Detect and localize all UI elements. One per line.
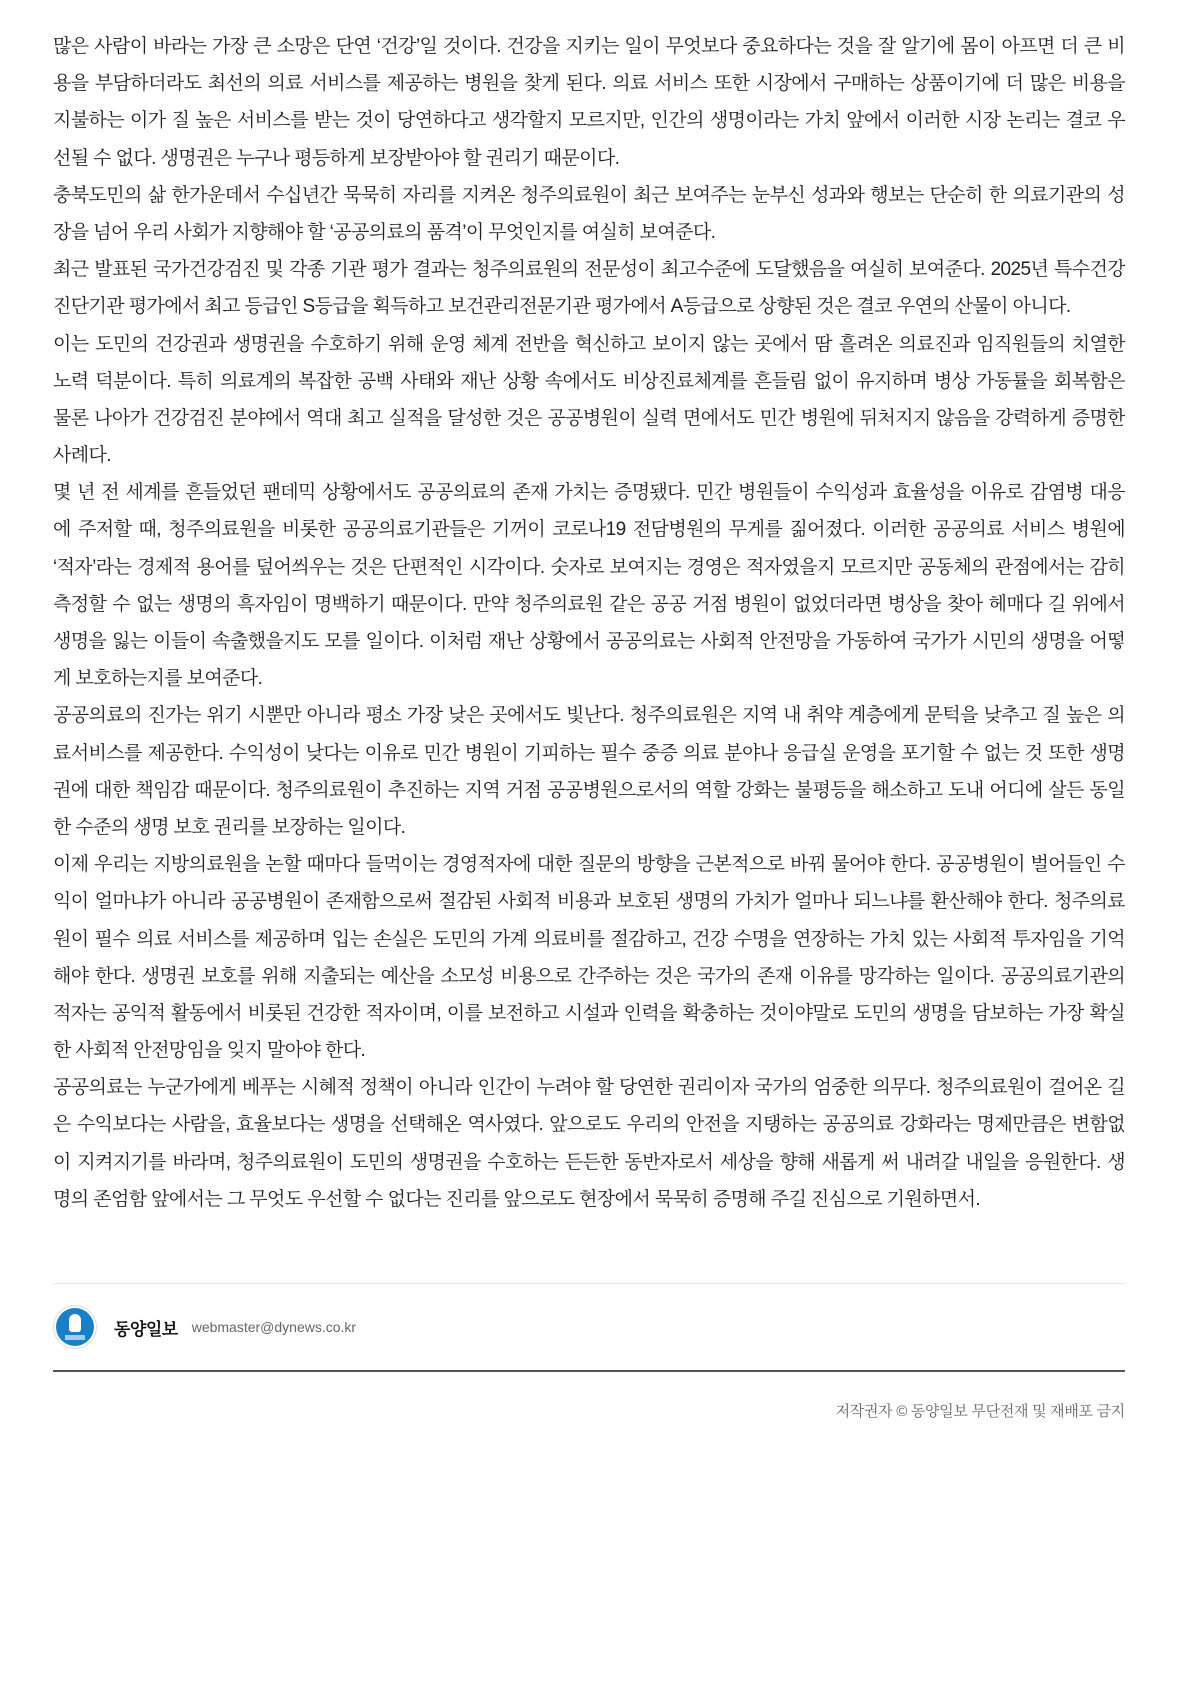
- paragraph-line: 몇 년 전 세계를 흔들었던 팬데믹 상황에서도 공공의료의 존재 가치는 증명됐다. 민간 병원들이 수익성과 효율성을 이유로 감염병 대응: [53, 482, 1125, 504]
- article-paragraph: [53, 1069, 1125, 1218]
- paragraph-line: 이는 도민의 건강권과 생명권을 수호하기 위해 운영 체계 전반을 혁신하고 보이지 않는 곳에서 땀 흘려온 의료진과 임직원들의 치열한: [53, 333, 1125, 355]
- article-paragraph: [53, 177, 1125, 251]
- paragraph-line: 지불하는 이가 질 높은 서비스를 받는 것이 당연하다고 생각할지 모르지만, 인간의 생명이라는 가치 앞에서 이러한 시장 논리는 결코 우: [53, 110, 1125, 132]
- article-paragraph: [53, 846, 1125, 1069]
- paragraph-line: 많은 사람이 바라는 가장 큰 소망은 단연 ‘건강’일 것이다. 건강을 지키는 일이 무엇보다 중요하다는 것을 잘 알기에 몸이 아프면 더 큰 비: [53, 36, 1125, 57]
- paragraph-line: 해야 한다. 생명권 보호를 위해 지출되는 예산을 소모성 비용으로 간주하는 것은 국가의 존재 이유를 망각하는 일이다. 공공의료기관의: [53, 965, 1125, 987]
- divider: [53, 1283, 1125, 1284]
- article-body: [53, 28, 1125, 1218]
- paragraph-line: 이 지켜지기를 바라며, 청주의료원이 도민의 생명권을 수호하는 든든한 동반자로서 세상을 향해 새롭게 써 내려갈 내일을 응원한다. 생: [53, 1151, 1125, 1173]
- paragraph-line: 측정할 수 없는 생명의 흑자임이 명백하기 때문이다. 만약 청주의료원 같은 공공 거점 병원이 없었더라면 병상을 찾아 헤매다 길 위에서: [53, 593, 1125, 615]
- paragraph-line: 게 보호하는지를 보여준다.: [53, 668, 263, 690]
- paragraph-line: 용을 부담하더라도 최선의 의료 서비스를 제공하는 병원을 찾게 된다. 의료 서비스 또한 시장에서 구매하는 상품이기에 더 많은 비용을: [53, 73, 1125, 95]
- paragraph-line: 은 수익보다는 사람을, 효율보다는 생명을 선택해온 역사였다. 앞으로도 우리의 안전을 지탱하는 공공의료 강화라는 명제만큼은 변함없: [53, 1114, 1125, 1136]
- publisher-logo: [53, 1305, 97, 1349]
- paragraph-line: 적자는 공익적 활동에서 비롯된 건강한 적자이며, 이를 보전하고 시설과 인력을 확충하는 것이야말로 도민의 생명을 담보하는 가장 확실: [53, 1002, 1125, 1024]
- paragraph-line: 한 사회적 안전망임을 잊지 말아야 한다.: [53, 1040, 366, 1062]
- paragraph-line: 에 주저할 때, 청주의료원을 비롯한 공공의료기관들은 기꺼이 코로나19 전담병원의 무게를 짊어졌다. 이러한 공공의료 서비스 병원에: [53, 519, 1125, 541]
- paragraph-line: 이제 우리는 지방의료원을 논할 때마다 들먹이는 경영적자에 대한 질문의 방향을 근본적으로 바꿔 물어야 한다. 공공병원이 벌어들인 수: [53, 854, 1125, 876]
- article-paragraph: [53, 28, 1125, 177]
- paragraph-line: 선될 수 없다. 생명권은 누구나 평등하게 보장받아야 할 권리기 때문이다.: [53, 147, 620, 169]
- article-paragraph: [53, 697, 1125, 846]
- author-email-link[interactable]: webmaster@dynews.co.kr: [191, 1319, 357, 1335]
- paragraph-line: 장을 넘어 우리 사회가 지향해야 할 ‘공공의료의 품격’이 무엇인지를 여실히 보여준다.: [53, 221, 716, 243]
- paragraph-line: 원이 필수 의료 서비스를 제공하며 입는 손실은 도민의 가계 의료비를 절감하고, 건강 수명을 연장하는 가치 있는 사회적 투자임을 기억: [53, 928, 1125, 950]
- publisher-name: 동양일보: [114, 1319, 178, 1339]
- paragraph-line: ‘적자’라는 경제적 용어를 덮어씌우는 것은 단편적인 시각이다. 숫자로 보여지는 경영은 적자였을지 모르지만 공동체의 관점에서는 감히: [53, 556, 1125, 578]
- paragraph-line: 충북도민의 삶 한가운데서 수십년간 묵묵히 자리를 지켜온 청주의료원이 최근 보여주는 눈부신 성과와 행보는 단순히 한 의료기관의 성: [53, 184, 1125, 206]
- article-paragraph: [53, 474, 1125, 697]
- paragraph-line: 한 수준의 생명 보호 권리를 보장하는 일이다.: [53, 816, 406, 838]
- paragraph-line: 사례다.: [53, 445, 111, 467]
- paragraph-line: 명의 존엄함 앞에서는 그 무엇도 우선할 수 없다는 진리를 앞으로도 현장에서 묵묵히 증명해 주길 진심으로 기원하면서.: [53, 1188, 981, 1210]
- paragraph-line: 생명을 잃는 이들이 속출했을지도 모를 일이다. 이처럼 재난 상황에서 공공의료는 사회적 안전망을 가동하여 국가가 시민의 생명을 어떻: [53, 631, 1125, 652]
- paragraph-line: 공공의료는 누군가에게 베푸는 시혜적 정책이 아니라 인간이 누려야 할 당연한 권리이자 국가의 엄중한 의무다. 청주의료원이 걸어온 길: [53, 1077, 1125, 1099]
- logo-emblem-icon: [56, 1308, 94, 1346]
- copyright-notice: 저작권자 © 동양일보 무단전재 및 재배포 금지: [835, 1403, 1125, 1420]
- article-paragraph: [53, 326, 1125, 475]
- paragraph-line: 최근 발표된 국가건강검진 및 각종 기관 평가 결과는 청주의료원의 전문성이 최고수준에 도달했음을 여실히 보여준다. 2025년 특수건강: [53, 259, 1125, 281]
- article-paragraph: [53, 251, 1125, 325]
- divider-dark: [53, 1370, 1125, 1372]
- paragraph-line: 물론 나아가 건강검진 분야에서 역대 최고 실적을 달성한 것은 공공병원이 실력 면에서도 민간 병원에 뒤처지지 않음을 강력하게 증명한: [53, 407, 1125, 429]
- paragraph-line: 노력 덕분이다. 특히 의료계의 복잡한 공백 사태와 재난 상황 속에서도 비상진료체계를 흔들림 없이 유지하며 병상 가동률을 회복함은: [53, 370, 1125, 392]
- paragraph-line: 권에 대한 책임감 때문이다. 청주의료원이 추진하는 지역 거점 공공병원으로서의 역할 강화는 불평등을 해소하고 도내 어디에 살든 동일: [53, 779, 1125, 801]
- paragraph-line: 진단기관 평가에서 최고 등급인 S등급을 획득하고 보건관리전문기관 평가에서 A등급으로 상향된 것은 결코 우연의 산물이 아니다.: [53, 296, 1071, 318]
- author-box: [53, 1304, 356, 1350]
- paragraph-line: 료서비스를 제공한다. 수익성이 낮다는 이유로 민간 병원이 기피하는 필수 중증 의료 분야나 응급실 운영을 포기할 수 없는 것 또한 생명: [53, 742, 1125, 764]
- paragraph-line: 공공의료의 진가는 위기 시뿐만 아니라 평소 가장 낮은 곳에서도 빛난다. 청주의료원은 지역 내 취약 계층에게 문턱을 낮추고 질 높은 의: [53, 705, 1125, 727]
- paragraph-line: 익이 얼마냐가 아니라 공공병원이 존재함으로써 절감된 사회적 비용과 보호된 생명의 가치가 얼마나 되느냐를 환산해야 한다. 청주의료: [53, 891, 1125, 913]
